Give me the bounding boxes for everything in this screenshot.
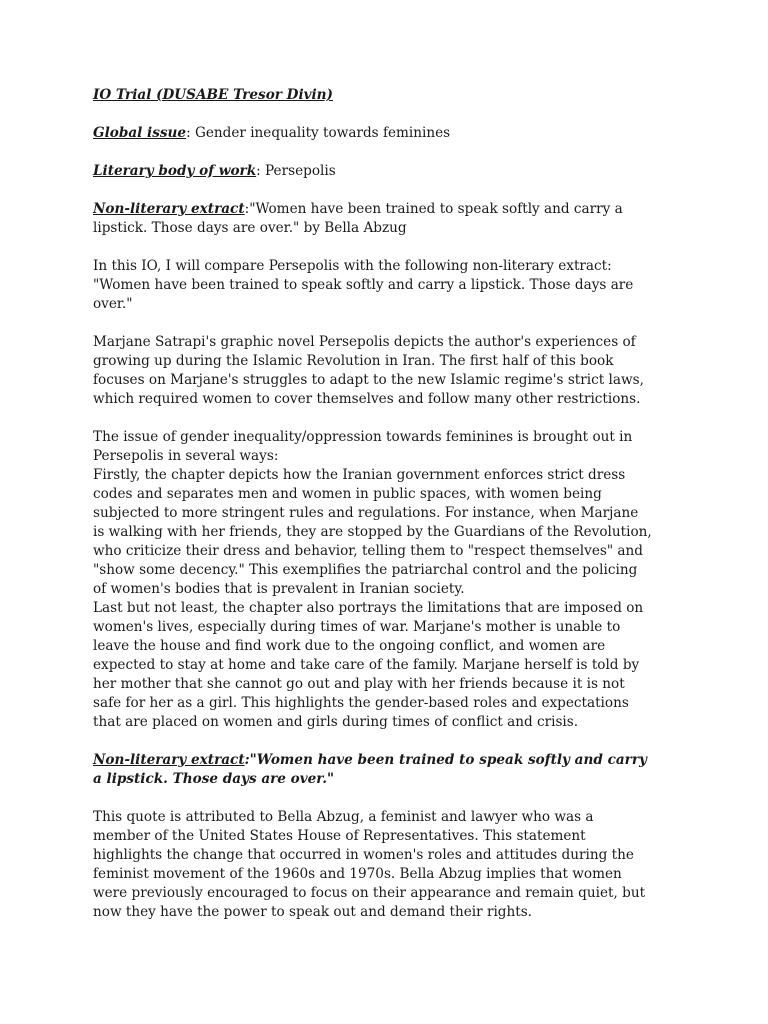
literary-body-line xyxy=(93,162,653,181)
literary-body-value: : Persepolis xyxy=(256,163,336,179)
lastly-paragraph: Last but not least, the chapter also portrays the limitations that are imposed on women's lives, especially during times of war. Marjane's mother is unable to leave the house and find work due to the ongoing conflict, and women are expected to stay at home and take care of the family. Marjane herself is told by her mother that she cannot go out and play with her friends because it is not safe for her as a girl. This highlights the gender-based roles and expectations that are placed on women and girls during times of conflict and crisis. xyxy=(93,600,644,730)
quote-analysis-paragraph: This quote is attributed to Bella Abzug, a feminist and lawyer who was a member of the United States House of Representatives. This statement highlights the change that occurred in women's roles and attitudes during the feminist movement of the 1960s and 1970s. Bella Abzug implies that women were previously encouraged to focus on their appearance and remain quiet, but now they have the power to speak out and demand their rights. xyxy=(93,809,646,920)
issue-intro-paragraph: The issue of gender inequality/oppression towards feminines is brought out in Persepolis in several ways: xyxy=(93,429,633,464)
non-literary-extract-heading-label: Non-literary extract xyxy=(93,752,245,768)
document-page xyxy=(93,86,653,941)
novel-summary-paragraph: Marjane Satrapi's graphic novel Persepolis depicts the author's experiences of growing up during the Islamic Revolution in Iran. The first half of this book focuses on Marjane's struggles to adapt to the new Islamic regime's strict laws, which required women to cover themselves and follow many other restrictions. xyxy=(93,334,644,407)
non-literary-extract-line xyxy=(93,200,653,238)
non-literary-extract-heading xyxy=(93,751,653,789)
literary-body-label: Literary body of work xyxy=(93,163,257,179)
global-issue-line xyxy=(93,124,653,143)
global-issue-label: Global issue xyxy=(93,125,187,141)
intro-paragraph: In this IO, I will compare Persepolis with the following non-literary extract: "Women have been trained to speak softly and carry a lipstick. Those days are over." xyxy=(93,258,634,312)
non-literary-extract-label: Non-literary extract xyxy=(93,201,245,217)
non-literary-extract-value: :"Women have been trained to speak softly and carry a lipstick. Those days are over." by Bella Abzug xyxy=(93,201,623,236)
non-literary-extract-heading-quote: :"Women have been trained to speak softly and carry a lipstick. Those days are over." xyxy=(93,752,647,787)
document-title: IO Trial (DUSABE Tresor Divin) xyxy=(93,87,333,103)
global-issue-value: : Gender inequality towards feminines xyxy=(186,125,451,141)
firstly-paragraph: Firstly, the chapter depicts how the Iranian government enforces strict dress codes and separates men and women in public spaces, with women being subjected to more stringent rules and regulations. For instance, when Marjane is walking with her friends, they are stopped by the Guardians of the Revolution, who criticize their dress and behavior, telling them to "respect themselves" and "show some decency." This exemplifies the patriarchal control and the policing of women's bodies that is prevalent in Iranian society. xyxy=(93,467,652,597)
